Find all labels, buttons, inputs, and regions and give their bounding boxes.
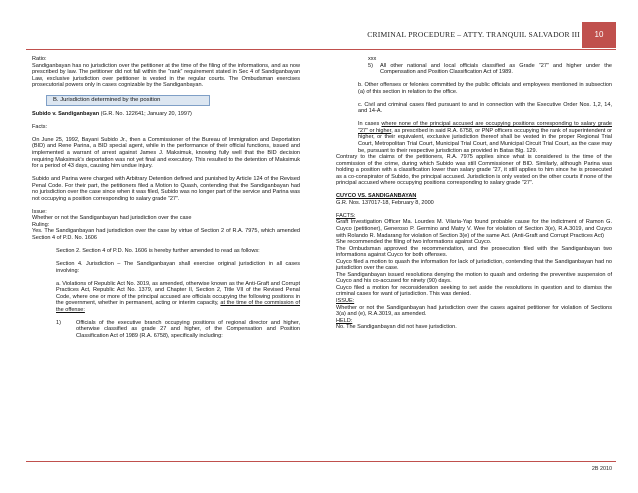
facts2-line: Cuyco filed a motion to quash the information for lack of jurisdiction, contending that the Sandiganbayan had no jurisdiction over the case. [336,258,612,272]
item-5 [368,63,612,76]
item-b-text: b. Other offenses or felonies committed by the public officials and employees mentioned in subsection (a) of this section in relation to the office. [358,82,612,95]
case-cite: (G.R. No. 122641; January 20, 1997) [99,110,192,117]
issue2-text: Whether or not the Sandiganbayan had jurisdiction over the cases against petitioner for violation of Sections 3(a) and (e), R.A.3019, as amended. [336,304,612,318]
item-a-text [56,281,300,314]
case-heading [32,111,300,118]
page-header [0,22,638,50]
facts-paragraph-2: Subido and Parina were charged with Arbitrary Detention defined and punished by Article 124 of the Revised Penal Code. For their part, the petitioners filed a Motion to Quash, contending that the Sandiganbayan had no jurisdiction over the case since when it was filed, Subido was no longer part of the service and Parina was not occupying a position corresponding to salary grade “27”. [32,176,300,202]
case2-cite: G.R. Nos. 137017-18, February 8, 2000 [336,199,434,206]
case2-name: CUYCO VS. SANDIGANBAYAN [336,193,417,200]
facts2-line: The Sandiganbayan issued resolutions denying the motion to quash and ordering the preventive suspension of Cuyco and his co-accused for ninety (90) days. [336,271,612,285]
footer-text: 2B 2010 [591,466,612,472]
facts-label: Facts: [32,123,48,130]
item-1-text: Officials of the executive branch occupying positions of regional director and higher, otherwise classified as grade 27 and higher, of the Compensation and Position Classification Act of 1989 (R.A. 6758), specifically including: [76,319,300,339]
facts2-line: Graft Investigation Officer Ma. Lourdes M. Vilaria-Yap found probable cause for the indictment of Ramon G. Cuyco (petitioner), Generoso P. Germino and Matry V. Wee for violation of Section 3(e), R.A.3019, and Cuyco with Rolando R. Madarang for violation of Section 3(e) of the same Act. (Anti-Graft and Corrupt Practices Act) [336,219,612,239]
case-name: Subido v. Sandiganbayan [32,110,100,117]
held-text: No. The Sandiganbayan did not have jurisdiction. [336,324,457,331]
facts2-line: She recommended the filing of two informations against Cuyco. [336,239,492,246]
xxx-marker: xxx [368,56,377,62]
footer-rule [26,461,616,462]
ratio-label: Ratio: [32,56,47,62]
issue-text: Whether or not the Sandiganbayan had jurisdiction over the case [32,215,192,222]
where-underlined: where none of the principal accused are occupying positions corresponding to salary grade “27” or higher [358,121,612,134]
issue-label: Issue: [32,208,47,215]
where-post: , as prescribed in said R.A. 6758, or PNP officers occupying the rank of superintendent or higher, or their equivalent, exclusive jurisdiction thereof shall be vested in the proper Regional Trial Court, Metropolitan Trial Court, Municipal Trial Court, and Municipal Circuit Trial Court, as the case may be, pursuant to their respective jurisdiction as provided in Batas Blg. 129. [358,127,613,154]
header-title: CRIMINAL PROCEDURE – ATTY. TRANQUIL SALVADOR III [367,30,580,39]
held-label: HELD: [336,317,353,324]
ruling-text: Yes. The Sandiganbayan had jurisdiction over the case by virtue of Section 2 of R.A. 7975, which amended Section 4 of P.D. No. 1606 [32,228,300,241]
section-4-text: Section 4. Jurisdiction – The Sandiganbayan shall exercise original jurisdiction in all cases involving: [56,261,300,274]
facts2-line: The Ombudsman approved the recommendation, and the prosecution filed with the Sandiganbayan two informations against Cuyco for both offenses. [336,245,612,259]
where-pre: In cases [358,121,382,128]
item-1-number: 1) [56,319,61,326]
item-a-underlined: at the time of the commission of the offense: [56,300,300,313]
header-rule [26,49,616,50]
left-column [32,56,300,340]
facts2-label: FACTS: [336,212,356,219]
item-5-text: All other national and local officials classified as Grade “27” and higher under the Compensation and Position Classification Act of 1989. [380,62,612,76]
ratio-text: Sandiganbayan has no jurisdiction over the petitioner at the time of the filing of the informations, and as now prescribed by law. The petitioner did not fall within the “rank” requirement stated in Sec 4 of Sandiganbayan Law, exclusive jurisdiction over petitioner is vested in the regular courts. The Ombudsman exercises prosecutorial powers only in cases cognizable by the Sandiganbayan. [32,62,300,89]
item-c-text: c. Civil and criminal cases filed pursuant to and in connection with the Executive Order Nos. 1,2, 14, and 14-A. [358,101,612,115]
right-column [336,56,612,331]
ruling-label: Ruling: [32,221,50,228]
page-number-badge: 10 [582,22,616,48]
section-2-text: Section 2. Section 4 of P.D. No. 1606 is hereby further amended to read as follows: [56,248,260,255]
where-paragraph [358,121,612,154]
item-5-number: 5) [368,62,373,69]
section-heading: B. Jurisdiction determined by the position [46,95,210,106]
item-a-pre: a. Violations of Republic Act No. 3019, as amended, otherwise known as the Anti-Graft and Corrupt Practices Act, Republic Act No. 1379, and Chapter II, Section 2, Title VII of the Revised Penal Code, where one or more of the principal accused are officials occupying the following positions in the government, whether in permanent, acting or interim capacity, [56,280,300,307]
contrary-paragraph: Contrary to the claims of the petitioners, R.A. 7975 applies since what is considered is the time of the commission of the crime, during which Subido was still Commissioner of BID. Similarly, although Parina was holding a position with a classification lower than salary grade “27, it still applies to him since he is prosecuted as a co-conspirator of Subido, the principal accused. Jurisdiction is only vested on the other courts if none of the principal accused where occupying positions corresponding to salary grade “27”. [336,154,612,187]
item-1 [56,320,300,340]
issue2-label: ISSUE: [336,298,355,304]
facts2-line: Cuyco filed a motion for reconsideration seeking to set aside the resolutions in question and to dismiss the criminal cases for want of jurisdiction. This was denied. [336,284,612,298]
facts-paragraph-1: On June 25, 1992, Bayani Subido Jr., then a Commissioner of the Bureau of Immigration and Deportation (BID) and Rene Parina, a BID special agent, while in the performance of their official functions, issued and implemented a warrant of arrest against James J. Maksimuk, knowing fully well that the BID decision requiring Maksimuk’s deportation was not yet final and executory. This resulted to the detention of Maksimuk for a period of 43 days, causing him undue injury. [32,136,300,170]
